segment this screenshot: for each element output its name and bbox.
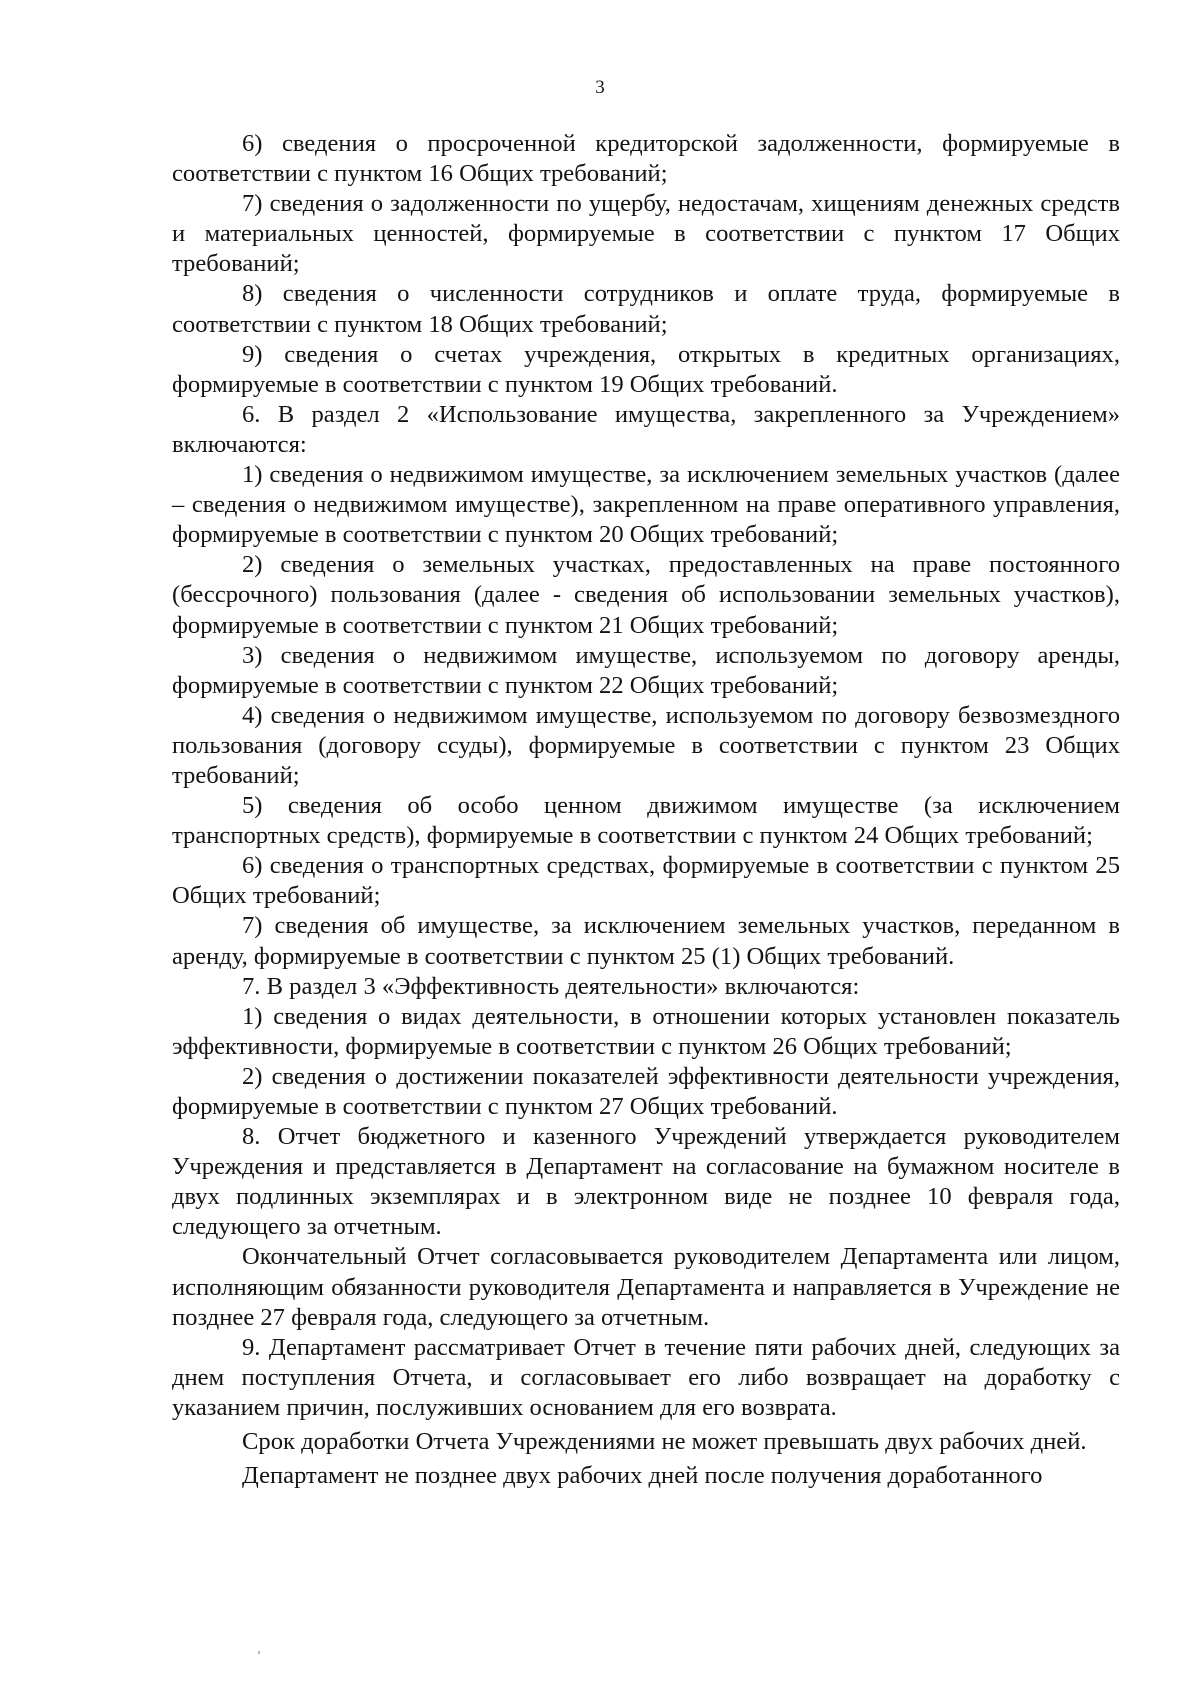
paragraph-2-land-plots: 2) сведения о земельных участках, предоставленных на праве постоянного (бессрочного) пользования (далее - сведения об использовании земельных участков), формируемые в соответствии с пунктом 21 Общих требований; xyxy=(172,551,1120,639)
paragraph-final-report: Окончательный Отчет согласовывается руководителем Департамента или лицом, исполняющим обязанности руководителя Департамента и направляется в Учреждение не позднее 27 февраля года, следующего за отчетным. xyxy=(172,1243,1120,1331)
paragraph-1-activity-types: 1) сведения о видах деятельности, в отношении которых установлен показатель эффективности, формируемые в соответствии с пунктом 26 Общих требований; xyxy=(172,1002,1120,1060)
paragraph-8-staff-payroll: 8) сведения о численности сотрудников и оплате труда, формируемые в соответствии с пунктом 18 Общих требований; xyxy=(172,280,1120,338)
document-body xyxy=(172,129,1120,1491)
paragraph-3-lease: 3) сведения о недвижимом имуществе, используемом по договору аренды, формируемые в соответствии с пунктом 22 Общих требований; xyxy=(172,641,1120,699)
paragraph-7-leased-out-property: 7) сведения об имуществе, за исключением земельных участков, переданном в аренду, формируемые в соответствии с пунктом 25 (1) Общих требований. xyxy=(172,912,1120,970)
paragraph-6-overdue-payables: 6) сведения о просроченной кредиторской задолженности, формируемые в соответствии с пунктом 16 Общих требований; xyxy=(172,130,1120,188)
paragraph-9-bank-accounts: 9) сведения о счетах учреждения, открытых в кредитных организациях, формируемые в соответствии с пунктом 19 Общих требований. xyxy=(172,340,1120,398)
scan-speck xyxy=(258,1651,260,1654)
paragraph-7-damage-debts: 7) сведения о задолженности по ущербу, недостачам, хищениям денежных средств и материальных ценностей, формируемые в соответствии с пунктом 17 Общих требований; xyxy=(172,190,1120,278)
paragraph-8-report-approval: 8. Отчет бюджетного и казенного Учреждений утверждается руководителем Учреждения и представляется в Департамент на согласование на бумажном носителе в двух подлинных экземплярах и в электронном виде не позднее 10 февраля года, следующего за отчетным. xyxy=(172,1123,1120,1241)
paragraph-5-movable-property: 5) сведения об особо ценном движимом имуществе (за исключением транспортных средств), формируемые в соответствии с пунктом 24 Общих требований; xyxy=(172,792,1120,850)
paragraph-section-2-heading: 6. В раздел 2 «Использование имущества, закрепленного за Учреждением» включаются: xyxy=(172,400,1120,458)
paragraph-4-free-use: 4) сведения о недвижимом имуществе, используемом по договору безвозмездного пользования (договору ссуды), формируемые в соответствии с пунктом 23 Общих требований; xyxy=(172,701,1120,789)
paragraph-1-real-estate: 1) сведения о недвижимом имуществе, за исключением земельных участков (далее – сведения о недвижимом имуществе), закрепленном на праве оперативного управления, формируемые в соответствии с пунктом 20 Общих требований; xyxy=(172,461,1120,549)
paragraph-revision-deadline: Срок доработки Отчета Учреждениями не может превышать двух рабочих дней. xyxy=(242,1428,1087,1456)
paragraph-9-report-review: 9. Департамент рассматривает Отчет в течение пяти рабочих дней, следующих за днем поступления Отчета, и согласовывает его либо возвращает на доработку с указанием причин, послуживших основанием для его возврата. xyxy=(172,1333,1120,1421)
paragraph-department-followup: Департамент не позднее двух рабочих дней после получения доработанного xyxy=(242,1462,1043,1490)
paragraph-6-vehicles: 6) сведения о транспортных средствах, формируемые в соответствии с пунктом 25 Общих требований; xyxy=(172,852,1120,910)
paragraph-2-performance-indicators: 2) сведения о достижении показателей эффективности деятельности учреждения, формируемые в соответствии с пунктом 27 Общих требований. xyxy=(172,1062,1120,1120)
paragraph-section-3-heading: 7. В раздел 3 «Эффективность деятельности» включаются: xyxy=(242,972,860,1000)
page-number: 3 xyxy=(595,77,605,98)
